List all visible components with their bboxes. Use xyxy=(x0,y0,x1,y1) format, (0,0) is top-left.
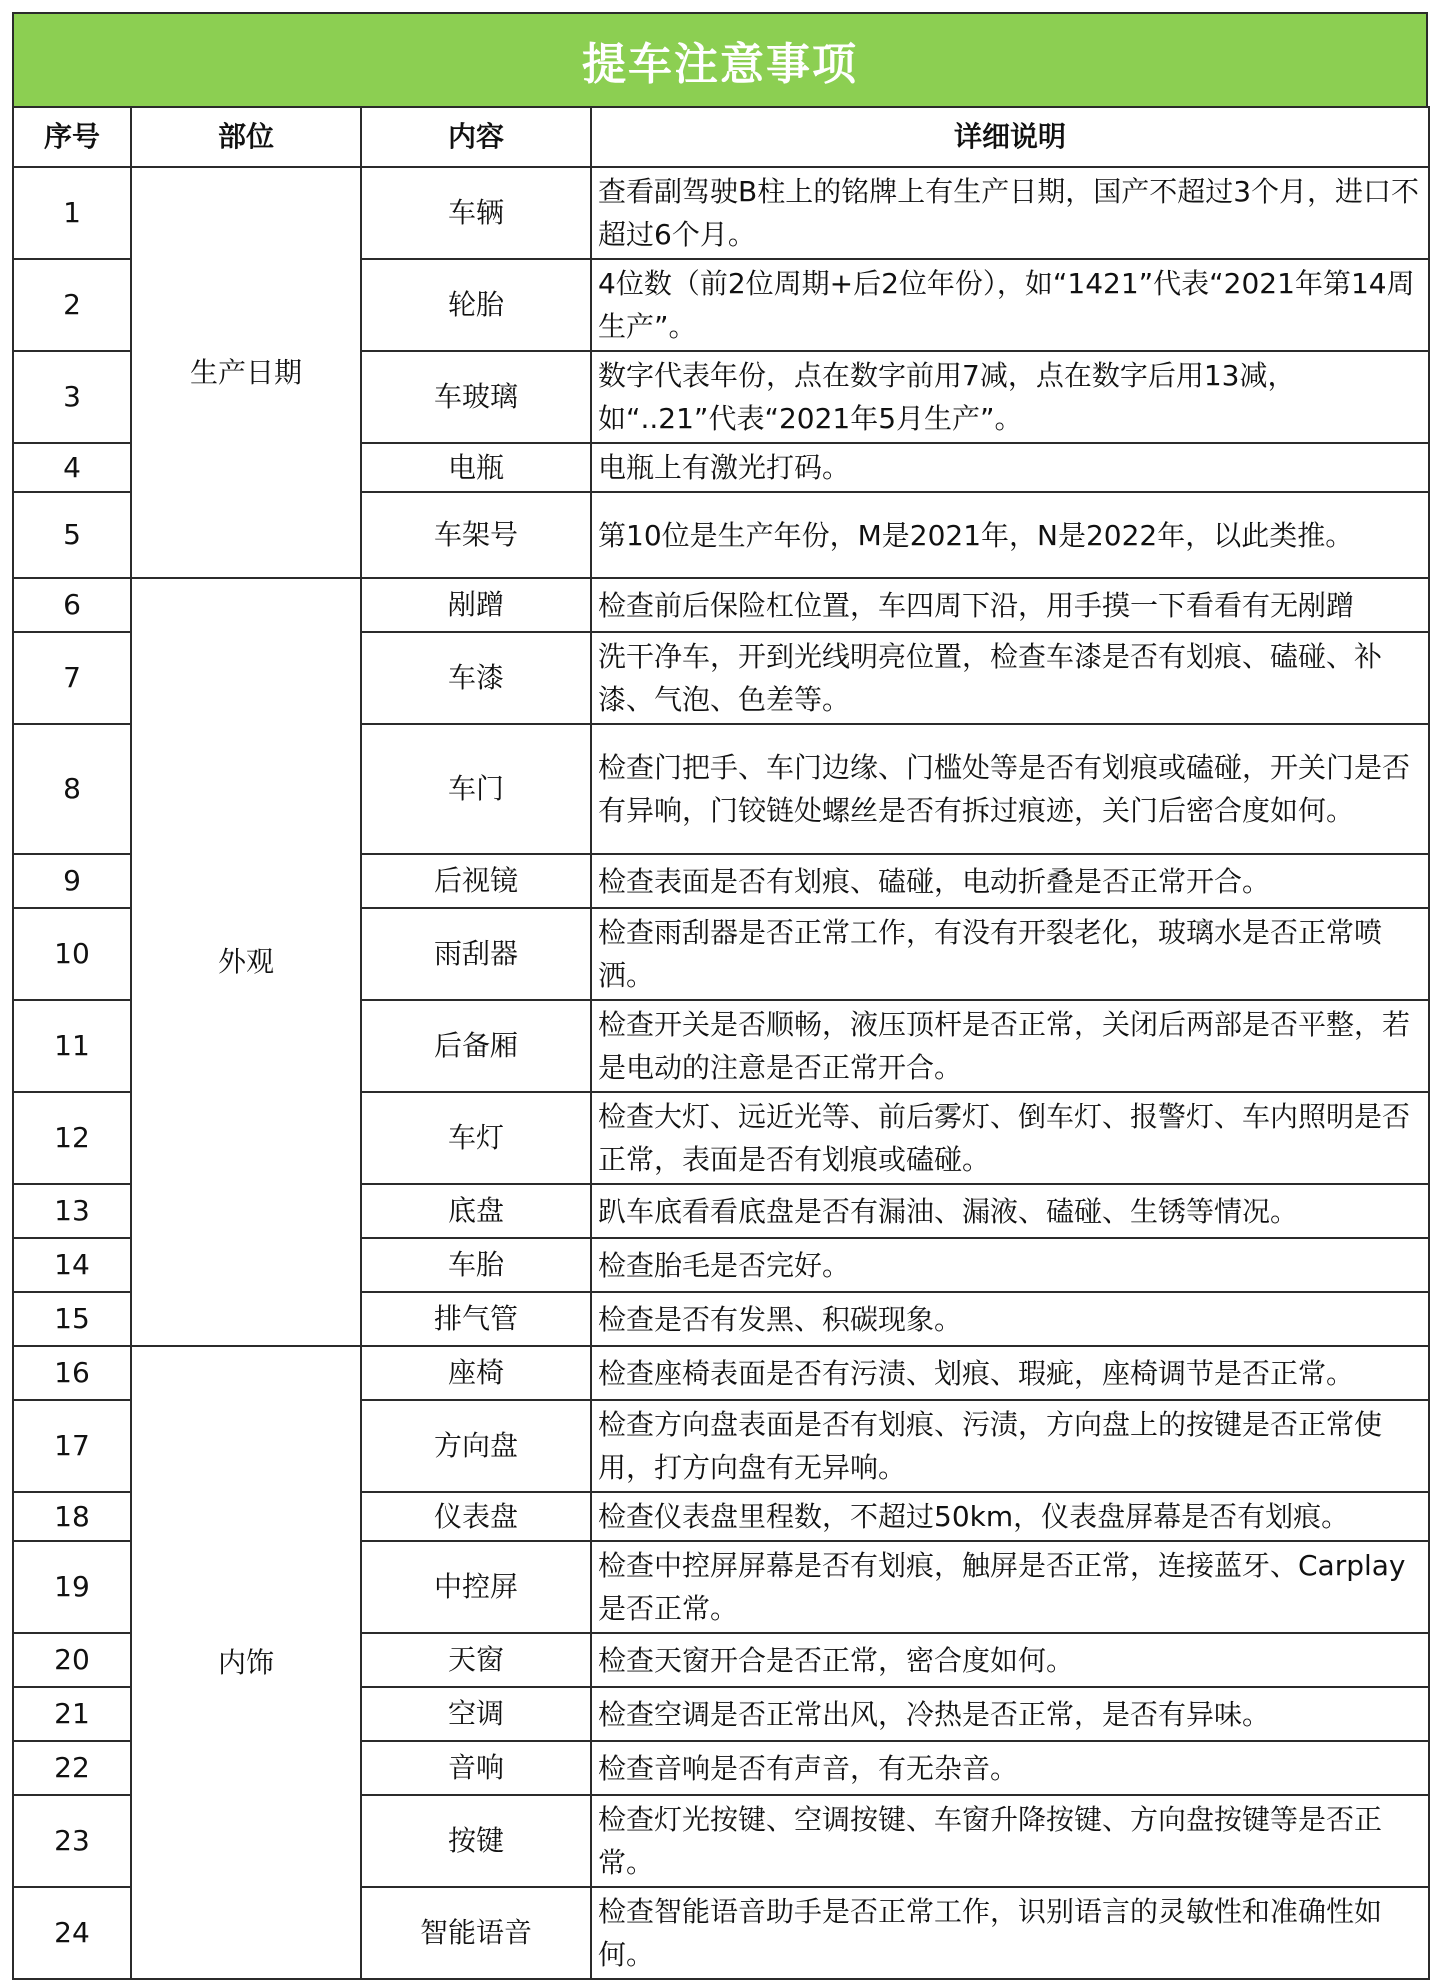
row-num: 4 xyxy=(13,443,131,492)
row-num: 5 xyxy=(13,492,131,578)
row-desc: 检查灯光按键、空调按键、车窗升降按键、方向盘按键等是否正常。 xyxy=(591,1795,1429,1887)
row-num: 12 xyxy=(13,1092,131,1184)
row-desc: 洗干净车，开到光线明亮位置，检查车漆是否有划痕、磕碰、补漆、气泡、色差等。 xyxy=(591,632,1429,724)
row-num: 17 xyxy=(13,1400,131,1492)
row-desc: 检查门把手、车门边缘、门槛处等是否有划痕或磕碰，开关门是否有异响，门铰链处螺丝是否有拆过痕迹，关门后密合度如何。 xyxy=(591,724,1429,854)
row-item: 剐蹭 xyxy=(361,578,591,632)
row-item: 按键 xyxy=(361,1795,591,1887)
row-desc: 第10位是生产年份，M是2021年，N是2022年，以此类推。 xyxy=(591,492,1429,578)
row-item: 中控屏 xyxy=(361,1541,591,1633)
header-num: 序号 xyxy=(13,107,131,167)
header-part: 部位 xyxy=(131,107,361,167)
row-item: 后备厢 xyxy=(361,1000,591,1092)
row-item: 车胎 xyxy=(361,1238,591,1292)
row-item: 音响 xyxy=(361,1741,591,1795)
row-item: 车玻璃 xyxy=(361,351,591,443)
row-num: 3 xyxy=(13,351,131,443)
row-desc: 检查胎毛是否完好。 xyxy=(591,1238,1429,1292)
row-desc: 检查座椅表面是否有污渍、划痕、瑕疵，座椅调节是否正常。 xyxy=(591,1346,1429,1400)
row-item: 方向盘 xyxy=(361,1400,591,1492)
row-desc: 查看副驾驶B柱上的铭牌上有生产日期，国产不超过3个月，进口不超过6个月。 xyxy=(591,167,1429,259)
row-num: 6 xyxy=(13,578,131,632)
row-desc: 4位数（前2位周期+后2位年份），如“1421”代表“2021年第14周生产”。 xyxy=(591,259,1429,351)
checklist-table xyxy=(12,106,1430,1980)
row-num: 11 xyxy=(13,1000,131,1092)
row-desc: 检查是否有发黑、积碳现象。 xyxy=(591,1292,1429,1346)
group-label: 内饰 xyxy=(131,1346,361,1979)
row-item: 车漆 xyxy=(361,632,591,724)
row-item: 仪表盘 xyxy=(361,1492,591,1541)
table-row xyxy=(13,1346,1429,1400)
row-item: 排气管 xyxy=(361,1292,591,1346)
row-desc: 检查仪表盘里程数，不超过50km，仪表盘屏幕是否有划痕。 xyxy=(591,1492,1429,1541)
row-item: 电瓶 xyxy=(361,443,591,492)
row-num: 9 xyxy=(13,854,131,908)
row-desc: 检查空调是否正常出风，冷热是否正常，是否有异味。 xyxy=(591,1687,1429,1741)
row-desc: 检查天窗开合是否正常，密合度如何。 xyxy=(591,1633,1429,1687)
row-num: 24 xyxy=(13,1887,131,1979)
row-num: 15 xyxy=(13,1292,131,1346)
row-num: 19 xyxy=(13,1541,131,1633)
title-bar xyxy=(12,12,1428,106)
row-desc: 检查音响是否有声音，有无杂音。 xyxy=(591,1741,1429,1795)
row-num: 22 xyxy=(13,1741,131,1795)
row-num: 20 xyxy=(13,1633,131,1687)
row-item: 后视镜 xyxy=(361,854,591,908)
row-item: 车辆 xyxy=(361,167,591,259)
row-num: 7 xyxy=(13,632,131,724)
row-num: 8 xyxy=(13,724,131,854)
row-num: 10 xyxy=(13,908,131,1000)
row-num: 23 xyxy=(13,1795,131,1887)
group-label: 外观 xyxy=(131,578,361,1346)
checklist-sheet xyxy=(12,12,1428,1980)
row-item: 车门 xyxy=(361,724,591,854)
table-row xyxy=(13,578,1429,632)
row-num: 14 xyxy=(13,1238,131,1292)
group-label: 生产日期 xyxy=(131,167,361,578)
row-num: 1 xyxy=(13,167,131,259)
header-item: 内容 xyxy=(361,107,591,167)
row-item: 车架号 xyxy=(361,492,591,578)
row-desc: 检查大灯、远近光等、前后雾灯、倒车灯、报警灯、车内照明是否正常，表面是否有划痕或磕碰。 xyxy=(591,1092,1429,1184)
row-item: 天窗 xyxy=(361,1633,591,1687)
row-desc: 数字代表年份，点在数字前用7减，点在数字后用13减，如“..21”代表“2021年5月生产”。 xyxy=(591,351,1429,443)
row-item: 智能语音 xyxy=(361,1887,591,1979)
row-item: 座椅 xyxy=(361,1346,591,1400)
row-desc: 检查方向盘表面是否有划痕、污渍，方向盘上的按键是否正常使用，打方向盘有无异响。 xyxy=(591,1400,1429,1492)
row-desc: 检查雨刮器是否正常工作，有没有开裂老化，玻璃水是否正常喷洒。 xyxy=(591,908,1429,1000)
row-desc: 检查表面是否有划痕、磕碰，电动折叠是否正常开合。 xyxy=(591,854,1429,908)
row-desc: 电瓶上有激光打码。 xyxy=(591,443,1429,492)
row-item: 轮胎 xyxy=(361,259,591,351)
header-desc: 详细说明 xyxy=(591,107,1429,167)
row-desc: 检查开关是否顺畅，液压顶杆是否正常，关闭后两部是否平整，若是电动的注意是否正常开合。 xyxy=(591,1000,1429,1092)
header-row xyxy=(13,107,1429,167)
row-num: 21 xyxy=(13,1687,131,1741)
row-item: 底盘 xyxy=(361,1184,591,1238)
row-desc: 检查中控屏屏幕是否有划痕，触屏是否正常，连接蓝牙、Carplay是否正常。 xyxy=(591,1541,1429,1633)
row-item: 空调 xyxy=(361,1687,591,1741)
row-num: 18 xyxy=(13,1492,131,1541)
row-num: 13 xyxy=(13,1184,131,1238)
page-title: 提车注意事项 xyxy=(582,39,858,90)
row-item: 雨刮器 xyxy=(361,908,591,1000)
row-num: 16 xyxy=(13,1346,131,1400)
row-item: 车灯 xyxy=(361,1092,591,1184)
table-row xyxy=(13,167,1429,259)
row-desc: 检查智能语音助手是否正常工作，识别语言的灵敏性和准确性如何。 xyxy=(591,1887,1429,1979)
row-desc: 趴车底看看底盘是否有漏油、漏液、磕碰、生锈等情况。 xyxy=(591,1184,1429,1238)
row-num: 2 xyxy=(13,259,131,351)
row-desc: 检查前后保险杠位置，车四周下沿，用手摸一下看看有无剐蹭 xyxy=(591,578,1429,632)
